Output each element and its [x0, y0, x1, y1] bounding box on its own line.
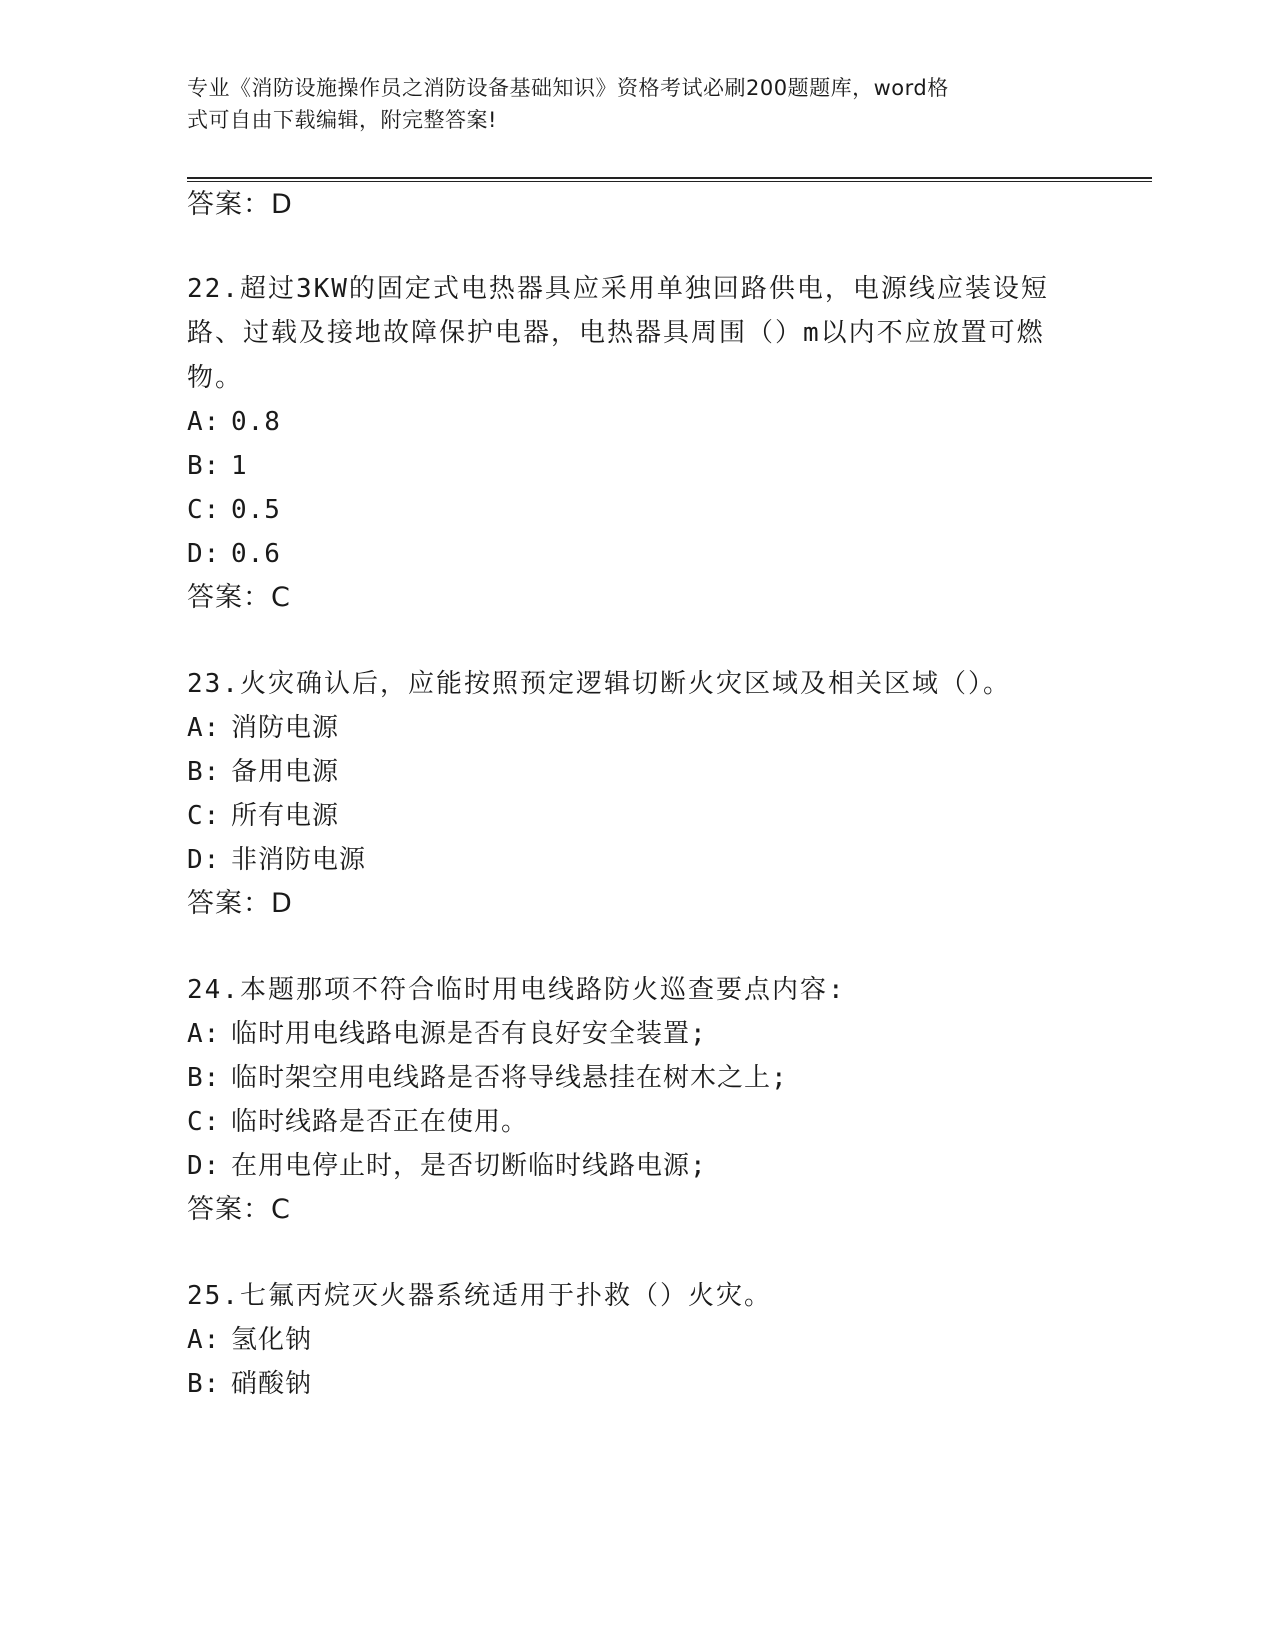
header-line-1: 专业《消防设施操作员之消防设备基础知识》资格考试必刷200题题库，word格: [187, 76, 949, 100]
question-25-option-b: [187, 1367, 312, 1401]
option-text: 所有电源: [231, 801, 340, 831]
question-22-stem-line-3: 物。: [187, 363, 244, 393]
question-22-option-a: [187, 405, 281, 439]
option-text: 临时线路是否正在使用。: [231, 1107, 529, 1137]
question-24-option-b: [187, 1061, 788, 1095]
question-23-option-a: [187, 711, 339, 745]
option-text: 0.5: [231, 495, 281, 525]
option-letter: D:: [187, 1151, 221, 1181]
option-letter: B:: [187, 757, 221, 787]
option-letter: C:: [187, 1107, 221, 1137]
option-letter: A:: [187, 713, 221, 743]
header-line-2: 式可自由下载编辑，附完整答案!: [187, 108, 497, 132]
question-23-option-c: [187, 799, 339, 833]
option-text: 1: [231, 451, 248, 481]
option-letter: B:: [187, 1369, 221, 1399]
question-23-option-b: [187, 755, 339, 789]
question-22-option-c: [187, 493, 281, 527]
option-text: 在用电停止时，是否切断临时线路电源;: [231, 1151, 707, 1181]
option-text: 临时架空用电线路是否将导线悬挂在树木之上;: [231, 1063, 788, 1093]
option-letter: C:: [187, 495, 221, 525]
question-22-option-b: [187, 449, 248, 483]
question-24-option-c: [187, 1105, 528, 1139]
question-22-option-d: [187, 537, 281, 571]
question-25-option-a: [187, 1323, 312, 1357]
option-text: 0.6: [231, 539, 281, 569]
option-letter: B:: [187, 451, 221, 481]
option-letter: D:: [187, 845, 221, 875]
prev-answer: 答案：D: [187, 189, 293, 220]
option-letter: A:: [187, 1019, 221, 1049]
question-24-stem: 24.本题那项不符合临时用电线路防火巡查要点内容:: [187, 975, 846, 1005]
option-text: 备用电源: [231, 757, 340, 787]
question-25-stem: 25.七氟丙烷灭火器系统适用于扑救（）火灾。: [187, 1281, 772, 1311]
header-divider: [187, 177, 1152, 182]
question-23-answer: 答案：D: [187, 888, 293, 919]
question-24-answer: 答案：C: [187, 1194, 291, 1225]
question-22-stem-line-2: 路、过载及接地故障保护电器，电热器具周围（）m以内不应放置可燃: [187, 318, 1045, 348]
question-23-option-d: [187, 843, 366, 877]
question-22-answer: 答案：C: [187, 582, 291, 613]
question-24-option-a: [187, 1017, 707, 1051]
option-letter: B:: [187, 1063, 221, 1093]
option-text: 硝酸钠: [231, 1369, 313, 1399]
option-letter: A:: [187, 407, 221, 437]
question-23-stem: 23.火灾确认后，应能按照预定逻辑切断火灾区域及相关区域（）。: [187, 669, 1011, 699]
document-header: [187, 72, 1087, 136]
option-text: 消防电源: [231, 713, 340, 743]
option-letter: A:: [187, 1325, 221, 1355]
option-text: 0.8: [231, 407, 281, 437]
question-22-stem-line-1: 22.超过3KW的固定式电热器具应采用单独回路供电，电源线应装设短: [187, 274, 1049, 304]
question-24-option-d: [187, 1149, 707, 1183]
option-text: 临时用电线路电源是否有良好安全装置;: [231, 1019, 707, 1049]
option-text: 非消防电源: [231, 845, 367, 875]
option-letter: D:: [187, 539, 221, 569]
option-letter: C:: [187, 801, 221, 831]
option-text: 氢化钠: [231, 1325, 313, 1355]
